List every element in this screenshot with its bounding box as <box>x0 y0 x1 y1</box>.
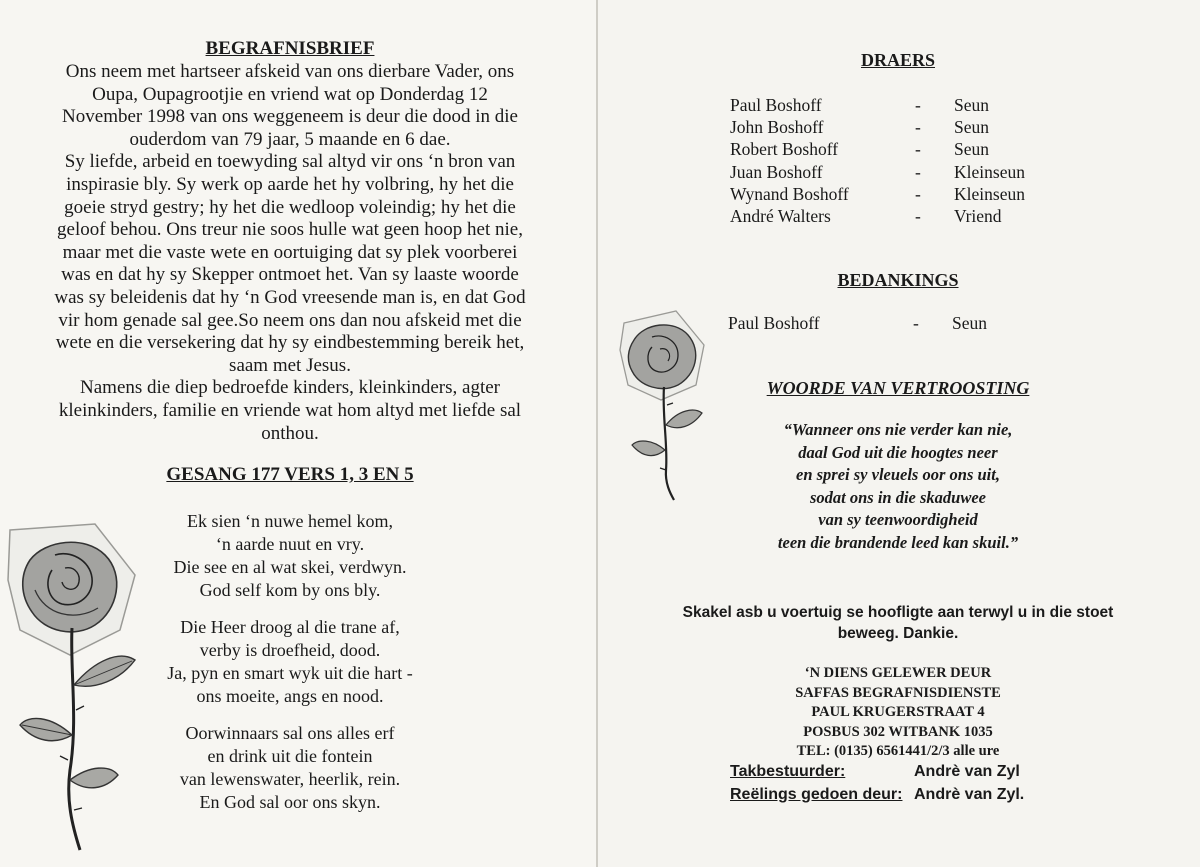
woorde-section <box>728 378 1068 554</box>
arrangements-row <box>730 786 1024 804</box>
bearer-relation: Kleinseun <box>954 161 1025 182</box>
right-page <box>598 0 1200 867</box>
hymn-title: GESANG 177 VERS 1, 3 EN 5 <box>166 464 414 485</box>
letter-line: vir hom genade sal gee.So neem ons dan nou afskeid met die <box>58 309 522 331</box>
letter-title: BEGRAFNISBRIEF <box>205 38 375 59</box>
letter-body <box>40 61 540 445</box>
branch-manager-label: Takbestuurder: <box>730 763 846 780</box>
headlights-notice <box>628 602 1168 644</box>
branch-manager-value: Andrè van Zyl <box>914 763 1020 780</box>
service-line: POSBUS 302 WITBANK 1035 <box>803 723 993 740</box>
hymn-stanza <box>90 722 490 814</box>
service-provider <box>728 664 1068 762</box>
bearer-name: John Boshoff <box>730 116 824 137</box>
rose-illustration-large <box>0 520 150 860</box>
bearer-name: Juan Boshoff <box>730 161 823 182</box>
verse-line: teen die brandende leed kan skuil.” <box>777 532 1019 552</box>
branch-manager-row <box>730 763 1020 781</box>
left-page <box>0 0 596 867</box>
letter-line: goeie stryd gestry; hy het die wedloop voleindig; hy het die <box>64 196 516 218</box>
letter-line: ouderdom van 79 jaar, 5 maande en 6 dae. <box>129 128 451 150</box>
letter-line: Namens die diep bedroefde kinders, kleinkinders, agter <box>80 377 500 399</box>
service-line: SAFFAS BEGRAFNISDIENSTE <box>795 684 1001 701</box>
verse-line: “Wanneer ons nie verder kan nie, <box>783 420 1013 439</box>
letter-section <box>40 38 540 445</box>
hymn-line: Die see en al wat skei, verdwyn. <box>173 557 407 577</box>
hymn-line: ons moeite, angs en nood. <box>196 686 384 706</box>
notice-line: beweeg. Dankie. <box>837 625 959 642</box>
thanks-relation: Seun <box>952 313 987 333</box>
verse-line: van sy teenwoordigheid <box>818 510 978 529</box>
table-row <box>730 139 1025 161</box>
letter-line: maar met die vaste wete en oortuiging dat sy plek voorberei <box>62 241 518 263</box>
letter-line: was sy beleidenis dat hy ‘n God vreesende man is, en dat God <box>54 286 526 308</box>
bearer-dash: - <box>915 116 921 137</box>
bearer-dash: - <box>915 161 921 182</box>
bearer-relation: Kleinseun <box>954 183 1025 204</box>
hymn-line: verby is droefheid, dood. <box>199 640 381 660</box>
hymn-section <box>90 464 490 828</box>
hymn-line: van lewenswater, heerlik, rein. <box>179 769 401 789</box>
bearer-name: Robert Boshoff <box>730 139 839 160</box>
letter-line: Ons neem met hartseer afskeid van ons dierbare Vader, ons <box>65 61 515 82</box>
draers-heading <box>798 50 998 71</box>
arrangements-value: Andrè van Zyl. <box>914 786 1025 803</box>
hymn-line: Ek sien ‘n nuwe hemel kom, <box>187 511 393 531</box>
hymn-line: Die Heer droog al die trane af, <box>180 617 400 637</box>
service-line: ‘N DIENS GELEWER DEUR <box>804 665 992 681</box>
hymn-line: Ja, pyn en smart wyk uit die hart - <box>167 663 413 683</box>
letter-line: onthou. <box>261 422 319 444</box>
bearer-name: Paul Boshoff <box>730 94 822 115</box>
hymn-stanza <box>90 510 490 602</box>
bearer-relation: Seun <box>954 139 989 160</box>
service-line: TEL: (0135) 6561441/2/3 alle ure <box>796 743 1000 759</box>
bearer-name: André Walters <box>730 206 831 227</box>
table-row <box>730 205 1025 227</box>
hymn-stanza <box>90 616 490 708</box>
hymn-line: God self kom by ons bly. <box>199 580 381 600</box>
letter-line: Oupa, Oupagrootjie en vriend wat op Donderdag 12 <box>92 83 488 105</box>
arrangements-label: Reëlings gedoen deur: <box>730 786 903 803</box>
bearer-relation: Seun <box>954 94 989 115</box>
thanks-name: Paul Boshoff <box>728 313 820 333</box>
woorde-title: WOORDE VAN VERTROOSTING <box>766 378 1030 398</box>
letter-line: November 1998 van ons weggeneem is deur die dood in die <box>62 106 518 128</box>
rose-illustration-small <box>616 305 716 505</box>
table-row <box>730 161 1025 183</box>
hymn-line: en drink uit die fontein <box>207 746 373 766</box>
bearer-dash: - <box>915 183 921 204</box>
bedankings-title: BEDANKINGS <box>837 270 959 290</box>
woorde-verse <box>728 419 1068 554</box>
hymn-line: Oorwinnaars sal ons alles erf <box>185 723 395 743</box>
table-row <box>730 94 1025 116</box>
bearer-relation: Seun <box>954 116 989 137</box>
hymn-line: ‘n aarde nuut en vry. <box>215 534 365 554</box>
letter-line: saam met Jesus. <box>229 354 351 376</box>
verse-line: en sprei sy vleuels oor ons uit, <box>796 465 1000 484</box>
bearer-relation: Vriend <box>954 206 1002 227</box>
letter-line: inspirasie bly. Sy werk op aarde het hy volbring, hy het die <box>66 173 514 195</box>
bearer-dash: - <box>915 94 921 115</box>
verse-line: daal God uit die hoogtes neer <box>798 442 998 462</box>
bedankings-heading <box>773 270 1023 291</box>
bearer-dash: - <box>915 206 921 227</box>
verse-line: sodat ons in die skaduwee <box>809 487 987 507</box>
table-row <box>730 116 1025 138</box>
table-row <box>730 183 1025 205</box>
letter-line: kleinkinders, familie en vriende wat hom altyd met liefde sal <box>58 399 522 421</box>
letter-line: wete en die versekering dat hy sy eindbestemming bereik het, <box>55 332 525 354</box>
letter-line: geloof behou. Ons treur nie soos hulle wat geen hoop het nie, <box>57 219 523 241</box>
bearer-name: Wynand Boshoff <box>730 183 849 204</box>
bearer-dash: - <box>915 139 921 160</box>
draers-title: DRAERS <box>860 50 935 70</box>
service-line: PAUL KRUGERSTRAAT 4 <box>811 704 985 720</box>
thanks-dash: - <box>913 313 919 333</box>
bedankings-row <box>728 313 987 334</box>
letter-line: was en dat hy sy Skepper ontmoet het. Van sy laaste woorde <box>61 264 519 286</box>
draers-table <box>730 94 1025 228</box>
notice-line: Skakel asb u voertuig se hoofligte aan terwyl u in die stoet <box>682 604 1114 621</box>
letter-line: Sy liefde, arbeid en toewyding sal altyd vir ons ‘n bron van <box>64 151 516 173</box>
hymn-line: En God sal oor ons skyn. <box>199 792 381 812</box>
